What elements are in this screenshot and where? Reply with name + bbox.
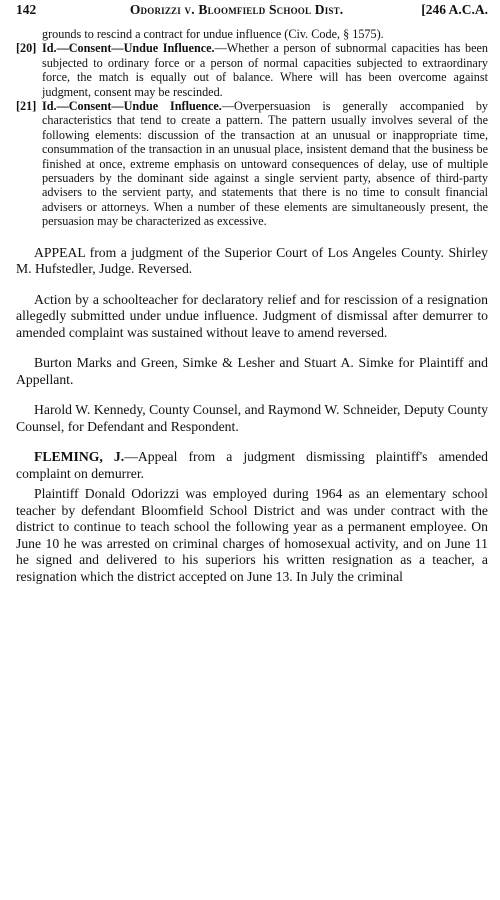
opinion-body [16, 245, 488, 586]
headnote-topic: Id.—Consent—Undue Influence. [42, 41, 215, 56]
headnote-20 [16, 41, 488, 99]
page-header [16, 2, 488, 24]
judge-name: FLEMING, J. [34, 449, 125, 465]
opinion-facts: Plaintiff Donald Odorizzi was employed during 1964 as an elementary school teacher by defendant Bloomfield School District and was under contract with the district to continue to teach school the following year as a permanent employee. On June 10 he was arrested on criminal charges of homosexual activity, and on June 11 he signed and delivered to his superiors his written resignation as a teacher, a resignation which the district accepted on June 13. In July the criminal [16, 486, 488, 584]
case-title: Odorizzi v. Bloomfield School Dist. [129, 2, 344, 17]
headnote-number: [20] [16, 41, 37, 56]
headnote-number: [21] [16, 99, 37, 114]
action-summary: Action by a schoolteacher for declaratory relief and for rescission of a resignation allegedly submitted under undue influence. Judgment of dismissal after demurrer to amended complaint was sustained without leave to amend reversed. [16, 291, 488, 340]
opinion-opening-text: —Appeal from a judgment dismissing plaintiff's amended complaint on demurrer. [16, 449, 488, 481]
headnote-21 [16, 99, 488, 229]
opinion-opening [16, 449, 488, 482]
headnote-continuation: grounds to rescind a contract for undue influence (Civ. Code, § 1575). [42, 27, 384, 41]
headnote-topic: Id.—Consent—Undue Influence. [42, 99, 222, 114]
headnote-text: —Whether a person of subnormal capacities has been subjected to ordinary force or a person of normal capacities subjected to extraordinary force, the match is equally out of balance. Where will has been overcome against judgment, consent may be rescinded. [42, 41, 488, 99]
counsel-defendant: Harold W. Kennedy, County Counsel, and Raymond W. Schneider, Deputy County Counsel, for Defendant and Respondent. [16, 402, 488, 434]
counsel-plaintiff: Burton Marks and Green, Simke & Lesher and Stuart A. Simke for Plaintiff and Appellant. [16, 355, 488, 387]
headnotes [16, 27, 488, 229]
appeal-paragraph: APPEAL from a judgment of the Superior Court of Los Angeles County. Shirley M. Hufstedler, Judge. Reversed. [16, 244, 488, 277]
reporter-citation: [246 A.C.A. [421, 2, 488, 17]
headnote-text: —Overpersuasion is generally accompanied by characteristics that tend to create a pattern. The pattern usually involves several of the following elements: discussion of the transaction at an unusual or inappropriate time, consummation of the transaction in an unusual place, insistent demand that the business be finished at once, extreme emphasis on untoward consequences of delay, use of multiple persuaders by the dominant side against a single servient party, absence of third-party advisers to the servient party, and statements that there is no time to consult financial advisers or attorneys. When a number of these elements are simultaneously present, the persuasion may be characterized as excessive. [42, 99, 489, 229]
page-number: 142 [16, 2, 37, 17]
